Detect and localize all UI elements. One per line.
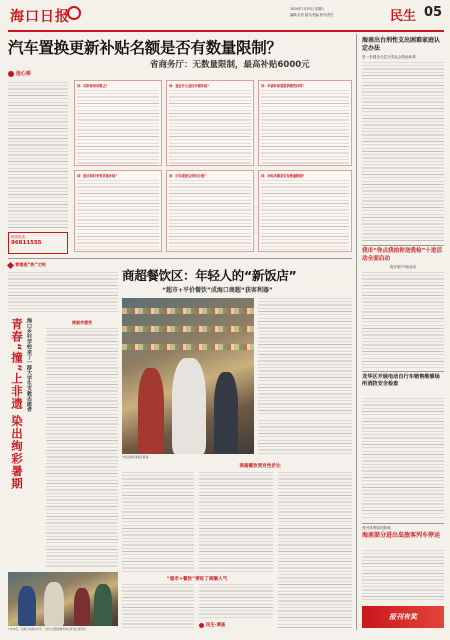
qa-box: 问：能否同时享受其他补贴？ [74,170,162,252]
date-line: 2024年7月20日 星期六 [290,7,325,11]
qa-grid [74,80,352,252]
mid-body-right [258,420,352,456]
footer-tag: 民生·调查 [199,622,225,628]
mid-photo [122,298,254,454]
left-section-heading: 探索并感受 [72,320,92,325]
right-story-2-body [362,272,444,368]
right-story-4-kicker: 受台风等原因影响 [362,526,391,530]
mid-body-col-3 [278,472,352,628]
section-divider [8,258,352,259]
left-intro-text [8,272,118,312]
ad-banner: 报刊有奖 [362,606,444,628]
right-story-3-body [362,398,444,520]
right-story-2-sub: 将开展77场活动 [389,265,417,269]
page-number: 05 [424,5,443,20]
lead-body-left [8,82,68,230]
qa-box: 问：通过什么途径申请补贴？ [166,80,254,166]
qa-box: 问：旧车报废后何时办理？ [166,170,254,252]
mid-body-col-2 [199,472,273,572]
mid-sub-heading-2: “超市+餐饮”带旺了商圈人气 [166,577,228,582]
mid-body-top [258,298,352,416]
footer-tag-icon [199,623,204,628]
right-story-1-sub: 进一步健全分层分类社会救助体系 [362,55,416,59]
left-vertical-sub: 海口乡村学校来了一群大学生支教志愿者 [26,318,32,412]
right-story-4-title: 海南部分进出岛旅客列车停运 [362,532,441,539]
mid-body-col-4 [122,584,194,628]
mid-body-col-1 [122,472,194,572]
left-photo [8,572,118,626]
right-col-divider [356,34,357,630]
masthead-rule [8,30,444,32]
masthead [0,0,450,30]
hotline-box: 热线电话 96811555 [8,232,68,254]
left-body [46,328,118,568]
column-tag: 连心桥 [8,70,31,77]
mid-headline: 商超餐饮区：年轻人的“新饭店” [122,268,297,283]
mid-subhead: “超市+平价餐饮”成海口商超“获客利器” [162,287,273,294]
qa-box: 问：申请补贴需提供哪些材料？ [258,80,352,166]
left-vertical-title: 青春“撞”上非遗 染出绚彩暑期 [10,318,24,491]
qa-box: 问：补贴名额是否有数量限制？ [258,170,352,252]
newspaper-logo: 海口日报 [10,9,70,25]
lead-headline: 汽车置换更新补贴名额是否有数量限制？ [8,39,282,57]
right-divider [362,371,444,372]
right-story-3-title: 龙华区开展电动自行车销售维修场所消防安全检查 [362,374,440,387]
right-story-1-body [362,62,444,242]
mid-sub-heading-1: 商超餐饮更有性价比 [239,464,281,469]
right-story-1-title: 海南出台刑性支出困难家庭认定办法 [362,37,441,52]
mid-caption: 市民在超市餐饮区就餐。 [122,456,151,459]
lead-subhead: 省商务厅：无数量限制，最高补贴6000元 [150,60,310,70]
right-story-4-body [362,550,444,602]
right-divider [362,523,444,524]
right-story-2-title: 我市“你点我拍你送我检”十进活动全面启动 [362,248,443,262]
flower-icon [7,261,14,268]
bridge-icon [8,71,14,77]
qa-box: 问：同补贴何时截止？ [74,80,162,166]
mid-body-col-5 [199,584,273,618]
logo-mark-icon [67,6,81,20]
left-caption: 7月24日，在海口市演丰中学，大学生志愿者教同学们进行扎染创作。 [8,628,89,631]
section-name: 民生 [390,9,417,24]
right-divider [362,245,444,246]
left-kicker: 青春逐“热”文明 [8,262,46,268]
editor-line: 编辑/记者 版式/美编 校对/责任 [290,13,334,17]
